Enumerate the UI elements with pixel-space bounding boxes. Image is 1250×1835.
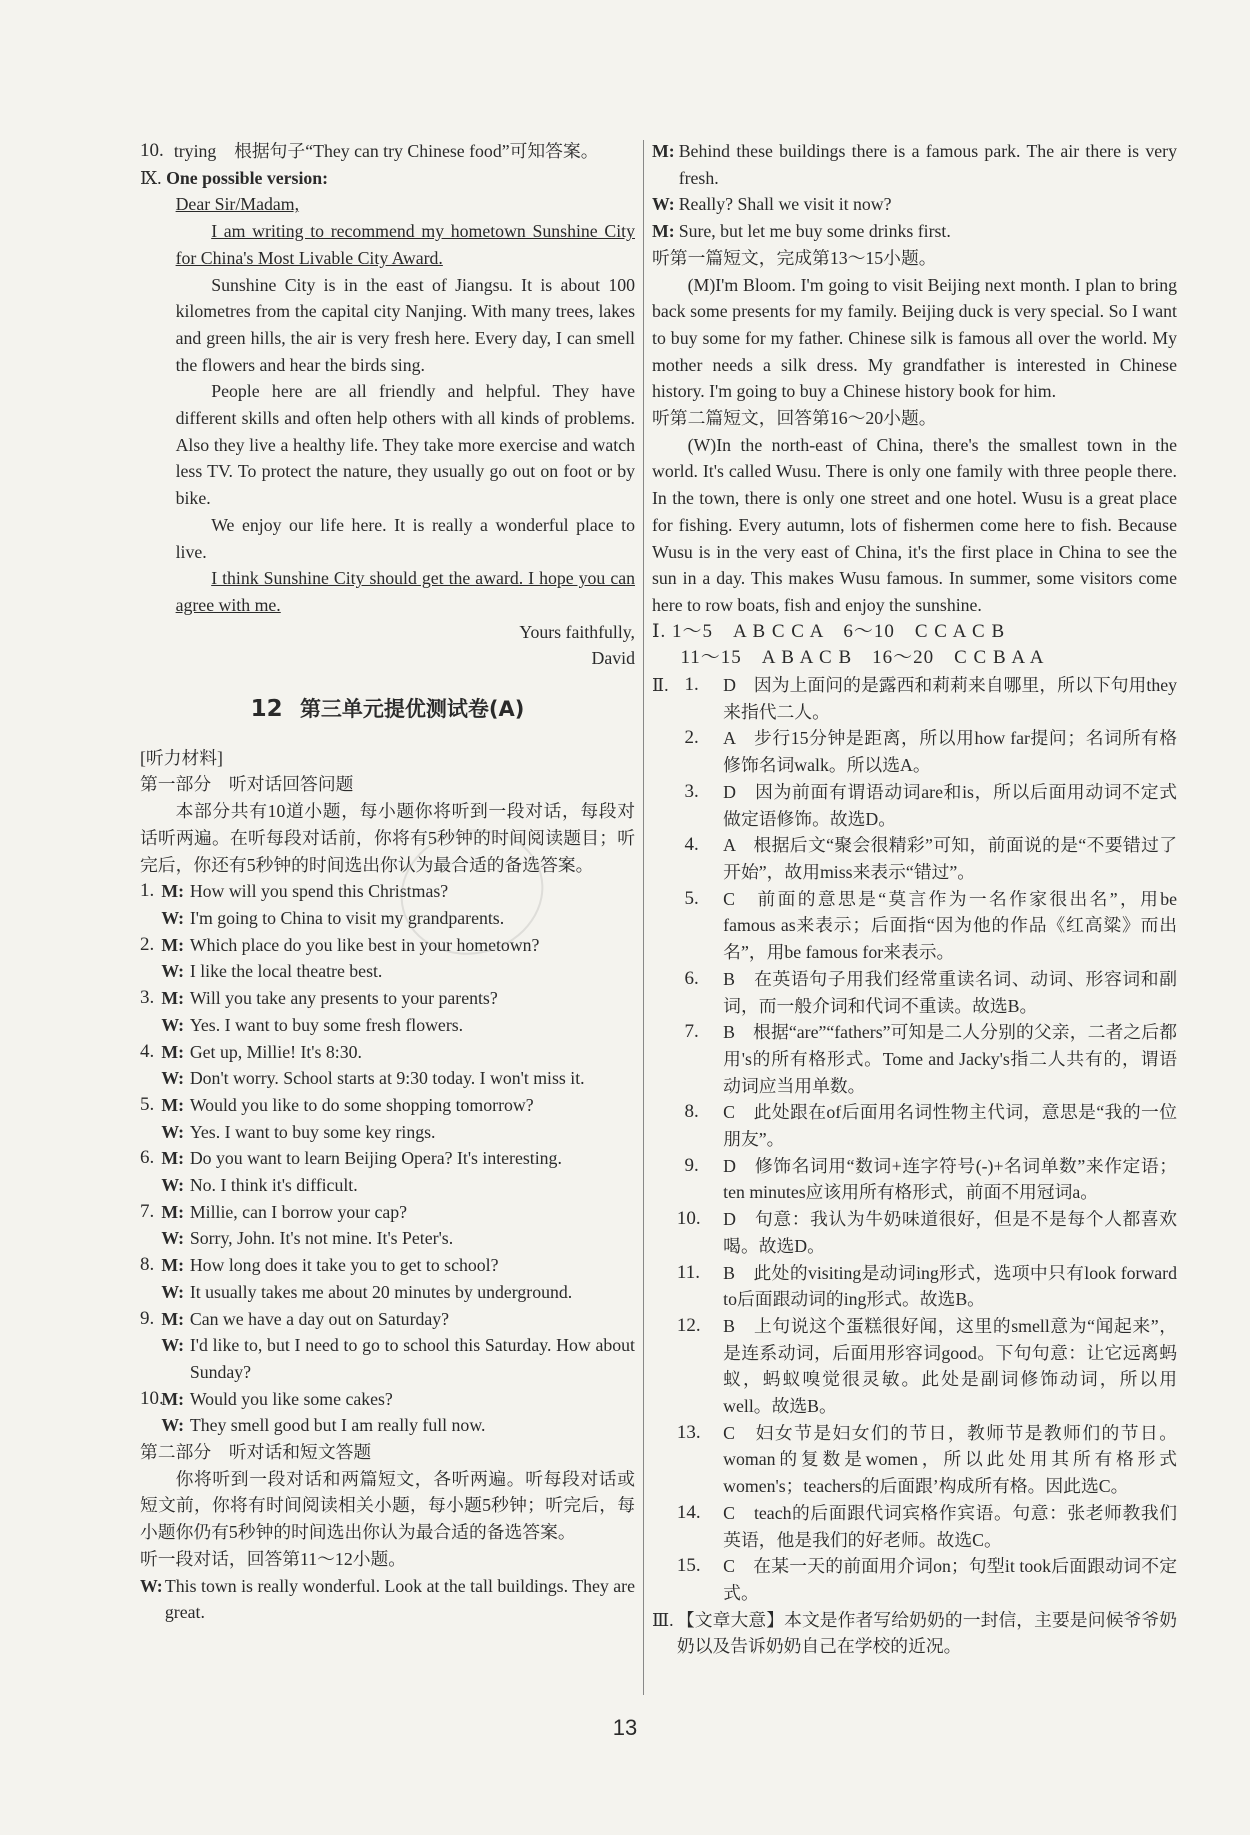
dialogue-text: Don't worry. School starts at 9:30 today. I won't miss it. (189, 1068, 585, 1089)
answer-ii-6 (677, 966, 1177, 1019)
left-column (140, 138, 635, 1626)
dialogue-number: 3. (140, 987, 155, 1009)
listening-section-label: [听力材料] (140, 747, 223, 768)
answer-text: C 前面的意思是“莫言作为一名作家很出名”，用be famous as来表示；后面指“因为他的作品《红高粱》而出名”，用be famous for来表示。 (723, 888, 1177, 963)
answer-ii-14 (677, 1500, 1177, 1553)
answer-number: 14. (676, 1501, 701, 1523)
speaker-w: W: (161, 1068, 185, 1089)
dialogue-text: I like the local theatre best. (189, 961, 383, 982)
speaker-m: M: (161, 1255, 185, 1276)
dialogue-9-m (140, 1306, 635, 1333)
dialogue-text: How will you spend this Christmas? (189, 881, 449, 902)
answers-i-line-2: 11～15 A B A C B 16～20 C C B A A (680, 647, 1045, 669)
dialogue-text: Can we have a day out on Saturday? (189, 1308, 450, 1329)
letter-para-4: We enjoy our life here. It is really a wonderful place to live. (175, 514, 635, 562)
speaker-m: M: (161, 1041, 185, 1062)
dialogue-intro: 听一段对话，回答第11～12小题。 (140, 1548, 407, 1569)
dialogue-number: 5. (140, 1093, 155, 1115)
speaker-w: W: (161, 961, 185, 982)
answer-ii-13 (677, 1420, 1177, 1500)
dialogue-9-w (140, 1332, 635, 1385)
dialogue-2-m (140, 932, 635, 959)
dialogue-number: 4. (140, 1040, 155, 1062)
dialogue-number: 6. (140, 1147, 155, 1169)
speaker-m: M: (161, 881, 185, 902)
passage-1-text: (M)I'm Bloom. I'm going to visit Beijing next month. I plan to bring back some presents for my family. Beijing duck is very special. So I want to buy some for my father. Chinese silk is famous all over the world. My mother needs a silk dress. My grandfather is interested in Chinese history. I'm going to buy a Chinese history book for him. (652, 274, 1177, 402)
unit-test-title: 12 第三单元提优测试卷(A) (250, 696, 525, 723)
answer-ii-12 (677, 1313, 1177, 1420)
answer-ii-3 (677, 779, 1177, 832)
answer-text: A 根据后文“聚会很精彩”可知，前面说的是“不要错过了开始”，故用miss来表示“错过”。 (723, 835, 1177, 882)
answer-number: 3. (684, 780, 699, 802)
passage-2-text: (W)In the north-east of China, there's the smallest town in the world. It's called Wusu. There is only one family with three people there. In the town, there is only one street and one hotel. Wusu is a great place for fishing. Every autumn, lots of fishermen come here to fish. Because Wusu is in the very east of China, it's the first place in China to see the sun in a day. This makes Wusu famous. In summer, some visitors come here to row boats, fish and enjoy the sunshine. (652, 434, 1177, 615)
answer-ii-7 (677, 1019, 1177, 1099)
dialogue-7-w (140, 1225, 635, 1252)
letter-greeting: Dear Sir/Madam, (175, 194, 300, 215)
dialogue-text: Would you like some cakes? (189, 1388, 393, 1409)
answer-text: C 妇女节是妇女们的节日，教师节是教师们的节日。woman的复数是women，所以此处用其所有格形式women's；teachers的后面跟’构成所有格。因此选C。 (723, 1422, 1177, 1497)
answer-number: 2. (684, 727, 699, 749)
dialogue-number: 10. (140, 1387, 164, 1409)
dialogue-4-w (140, 1065, 635, 1092)
dialogue-3-m (140, 985, 635, 1012)
dialogue-text: Sorry, John. It's not mine. It's Peter's. (189, 1228, 454, 1249)
dialogue-line-w: W: This town is really wonderful. Look at the tall buildings. They are great. (140, 1575, 635, 1623)
answer-text: B 上句说这个蛋糕很好闻，这里的smell意为“闻起来”，是连系动词，后面用形容词good。下句句意：让它远离蚂蚁，蚂蚁嗅觉很灵敏。此处是副词修饰动词，所以用well。故选B。 (723, 1315, 1177, 1417)
answer-number: 10. (676, 1208, 701, 1230)
answers-ii-roman: Ⅱ. (652, 675, 669, 696)
part-2-description: 你将听到一段对话和两篇短文，各听两遍。听每段对话或短文前，你将有时间阅读相关小题，每小题5秒钟；听完后，每小题你仍有5秒钟的时间选出你认为最合适的备选答案。 (140, 1468, 635, 1543)
dialogue-5-w (140, 1119, 635, 1146)
letter-para-5: I think Sunshine City should get the award. I hope you can agree with me. (175, 568, 635, 615)
dialogue-number: 9. (140, 1307, 155, 1329)
dialogue-text: Yes. I want to buy some key rings. (189, 1121, 436, 1142)
letter-para-1: I am writing to recommend my hometown Sunshine City for China's Most Livable City Award. (175, 221, 635, 268)
answer-number: 13. (676, 1421, 701, 1443)
dialogue-8-m (140, 1252, 635, 1279)
dialogue-text: I'd like to, but I need to go to school this Saturday. How about Sunday? (189, 1335, 635, 1382)
answer-ii-8 (677, 1099, 1177, 1152)
letter-para-3: People here are all friendly and helpful. They have different skills and often help others with all kinds of problems. Also they live a healthy life. They take more exercise and watch less TV. To protect the nature, they usually go out on foot or by bike. (175, 381, 635, 509)
column-divider (643, 140, 644, 1695)
answer-text: D 句意：我认为牛奶味道很好，但是不是每个人都喜欢喝。故选D。 (723, 1209, 1177, 1256)
dialogue-text: I'm going to China to visit my grandparents. (189, 907, 505, 928)
speaker-w: W: (161, 1175, 185, 1196)
answer-10-trying: 10. trying 根据句子“They can try Chinese food”可知答案。 (140, 140, 599, 161)
answer-number: 11. (676, 1261, 700, 1283)
answer-text: D 因为上面问的是露西和莉莉来自哪里，所以下句用they来指代二人。 (723, 675, 1177, 722)
speaker-w: W: (161, 1014, 185, 1035)
dialogue-text: Get up, Millie! It's 8:30. (189, 1041, 362, 1062)
dialogue-number: 7. (140, 1200, 155, 1222)
dialogue-2-w (140, 958, 635, 985)
dialogue-8-w (140, 1279, 635, 1306)
dialogue-line-m1: M: Behind these buildings there is a famous park. The air there is very fresh. (652, 141, 1177, 188)
answer-text: B 根据“are”“fathers”可知是二人分别的父亲，二者之后都用's的所有格形式。Tome and Jacky's指二人共有的，谓语动词应当用单数。 (723, 1022, 1177, 1096)
dialogue-text: They smell good but I am really full now. (189, 1415, 486, 1436)
answer-ii-10 (677, 1206, 1177, 1259)
letter-signature: David (591, 648, 635, 669)
answer-text: C 此处跟在of后面用名词性物主代词，意思是“我的一位朋友”。 (723, 1102, 1177, 1150)
answer-text: B 在英语句子用我们经常重读名词、动词、形容词和副词，而一般介词和代词不重读。故选B。 (723, 968, 1177, 1016)
sample-letter (140, 191, 635, 672)
speaker-m: M: (161, 1094, 185, 1115)
dialogue-number: 1. (140, 880, 155, 902)
answers-iii: Ⅲ. 【文章大意】本文是作者写给奶奶的一封信，主要是问候爷爷奶奶以及告诉奶奶自己在学校的近况。 (652, 1609, 1177, 1657)
answer-number: 15. (676, 1555, 701, 1577)
answer-text: C 在某一天的前面用介词on；句型it took后面跟动词不定式。 (723, 1556, 1177, 1603)
dialogue-text: Yes. I want to buy some fresh flowers. (189, 1014, 464, 1035)
dialogue-text: Millie, can I borrow your cap? (189, 1201, 408, 1222)
answers-ii (652, 672, 1177, 1607)
dialogue-5-m (140, 1092, 635, 1119)
dialogue-4-m (140, 1039, 635, 1066)
speaker-m: M: (161, 1388, 185, 1409)
dialogue-text: Will you take any presents to your parents? (189, 988, 498, 1009)
passage-2-intro: 听第二篇短文，回答第16～20小题。 (652, 408, 937, 429)
letter-para-2: Sunshine City is in the east of Jiangsu. It is about 100 kilometres from the capital city Nanjing. With many trees, lakes and green hills, the air is very fresh here. Every day, I can smell the flowers and hear the birds sing. (175, 274, 635, 375)
dialogue-6-w (140, 1172, 635, 1199)
answer-text: A 步行15分钟是距离，所以用how far提问；名词所有格修饰名词walk。所以选A。 (723, 728, 1177, 776)
dialogue-text: Which place do you like best in your hometown? (189, 934, 540, 955)
speaker-m: M: (161, 1201, 185, 1222)
dialogue-text: Do you want to learn Beijing Opera? It's interesting. (189, 1148, 562, 1169)
speaker-w: W: (161, 907, 185, 928)
answer-number: 8. (684, 1101, 699, 1123)
answer-ii-4 (677, 832, 1177, 885)
answer-number: 6. (684, 967, 699, 989)
dialogue-1-m (140, 878, 635, 905)
dialogue-number: 8. (140, 1254, 155, 1276)
section-ix-heading: Ⅸ. One possible version: (140, 167, 329, 188)
right-column (652, 138, 1177, 1660)
answer-number: 7. (684, 1021, 699, 1043)
answer-text: D 修饰名词用“数词+连字符号(-)+名词单数”来作定语；ten minutes应该用所有格形式，前面不用冠词a。 (723, 1155, 1177, 1203)
dialogue-number: 2. (140, 933, 155, 955)
part-2-heading: 第二部分 听对话和短文答题 (140, 1442, 372, 1463)
speaker-m: M: (161, 988, 185, 1009)
answers-i-line-1: Ⅰ. 1～5 A B C C A 6～10 C C A C B (652, 620, 1006, 642)
speaker-w: W: (161, 1121, 185, 1142)
dialogue-1-w (140, 905, 635, 932)
speaker-m: M: (161, 1148, 185, 1169)
part-1-heading: 第一部分 听对话回答问题 (140, 774, 354, 795)
dialogue-10-w (140, 1412, 635, 1439)
dialogue-6-m (140, 1145, 635, 1172)
answer-ii-9 (677, 1153, 1177, 1206)
speaker-w: W: (161, 1281, 185, 1302)
dialogue-text: It usually takes me about 20 minutes by underground. (189, 1281, 573, 1302)
dialogue-line-m2: M: Sure, but let me buy some drinks first. (652, 221, 951, 242)
answer-ii-5 (677, 886, 1177, 966)
answer-number: 5. (684, 887, 699, 909)
dialogue-7-m (140, 1199, 635, 1226)
speaker-m: M: (161, 1308, 185, 1329)
answer-number: 4. (684, 834, 699, 856)
speaker-w: W: (161, 1415, 185, 1436)
answer-list (652, 672, 1177, 1607)
answer-number: 12. (676, 1314, 701, 1336)
speaker-w: W: (161, 1228, 185, 1249)
answer-number: 9. (684, 1154, 699, 1176)
dialogue-list (140, 878, 635, 1439)
letter-closing: Yours faithfully, (519, 621, 635, 642)
dialogue-text: No. I think it's difficult. (189, 1175, 358, 1196)
answer-text: D 因为前面有谓语动词are和is，所以后面用动词不定式做定语修饰。故选D。 (723, 781, 1177, 829)
dialogue-text: Would you like to do some shopping tomorrow? (189, 1094, 534, 1115)
answer-ii-15 (677, 1553, 1177, 1606)
answer-number: 1. (684, 674, 699, 696)
dialogue-3-w (140, 1012, 635, 1039)
dialogue-text: How long does it take you to get to school? (189, 1255, 499, 1276)
answer-ii-1 (677, 672, 1177, 725)
speaker-w: W: (161, 1335, 185, 1356)
page-number: 13 (612, 1715, 638, 1740)
answer-text: B 此处的visiting是动词ing形式，选项中只有look forward to后面跟动词的ing形式。故选B。 (723, 1262, 1177, 1310)
answer-text: C teach的后面跟代词宾格作宾语。句意：张老师教我们英语，他是我们的好老师。故选C。 (723, 1502, 1177, 1550)
answer-ii-2 (677, 725, 1177, 778)
answer-ii-11 (677, 1260, 1177, 1313)
dialogue-10-m (140, 1386, 635, 1413)
speaker-m: M: (161, 934, 185, 955)
part-1-description: 本部分共有10道小题，每小题你将听到一段对话，每段对话听两遍。在听每段对话前，你将有5秒钟的时间阅读题目；听完后，你还有5秒钟的时间选出你认为最合适的备选答案。 (140, 801, 635, 875)
dialogue-line-w1: W: Really? Shall we visit it now? (652, 194, 892, 215)
passage-1-intro: 听第一篇短文，完成第13～15小题。 (652, 247, 937, 268)
